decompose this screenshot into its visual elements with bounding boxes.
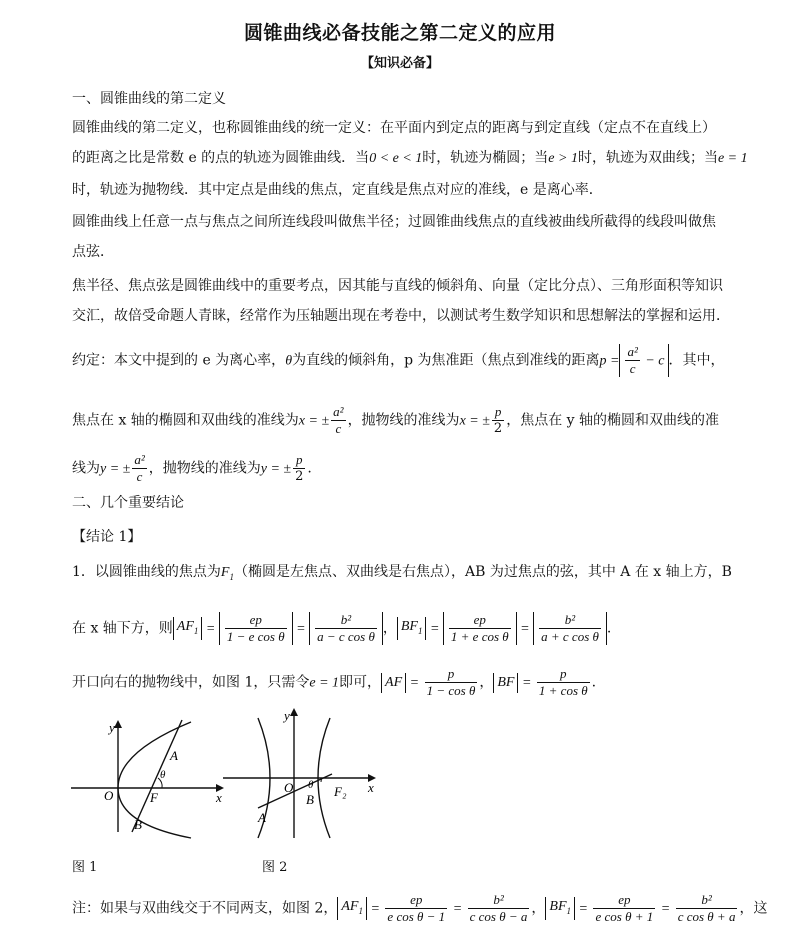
y-axis-arrow bbox=[114, 720, 122, 728]
figure-1-parabola bbox=[66, 712, 236, 840]
math-abs: BF bbox=[493, 673, 518, 693]
text-span: ，抛物线的准线为 bbox=[347, 412, 460, 429]
text-span: 时，轨迹为椭圆；当 bbox=[422, 150, 549, 166]
figure-1-caption: 图 1 bbox=[72, 860, 98, 875]
text-span: 约定：本文中提到的 e 为离心率， bbox=[72, 352, 286, 369]
text-span: ，抛物线的准线为 bbox=[148, 460, 261, 477]
math-formula: y = ± bbox=[260, 461, 292, 477]
text-span: 焦点在 x 轴的椭圆和双曲线的准线为 bbox=[72, 412, 299, 429]
math-abs: $BF_1$ bbox=[545, 897, 575, 921]
text-span: 在 x 轴下方，则 bbox=[72, 620, 173, 637]
p1-line3: 时，轨迹为抛物线．其中定点是曲线的焦点，定直线是焦点对应的准线，e 是离心率． bbox=[72, 182, 603, 198]
text-span: 1．以圆锥曲线的焦点为 bbox=[72, 564, 221, 580]
label-x: x bbox=[368, 780, 374, 795]
label-a: A bbox=[258, 810, 266, 825]
math-span: 0 < e < 1 bbox=[369, 151, 423, 166]
math-formula: x = ± bbox=[459, 413, 490, 429]
p2-line2: 点弦． bbox=[72, 244, 114, 260]
note-line: 注：如果与双曲线交于不同两支，如图 2， $AF_1$ = $\frac{ep}{\text{e cos θ − 1}}$ = $\frac{\text{b²}}{\text{c cos θ − a}}$ ， $BF_1$ = $\frac{ep}{\text{e cos θ + 1}}$ = $\frac{\text{b²}}{\text{c cos θ + a}}$ ，这 bbox=[72, 892, 768, 924]
math-abs: $AF_1$ bbox=[337, 897, 367, 921]
math-fraction: $\frac{p}{2}$ bbox=[295, 452, 304, 484]
math-abs: $\frac{ep}{\text{1 − e cos θ}}$ bbox=[219, 612, 293, 645]
conclusion-label: 【结论 1】 bbox=[72, 529, 142, 545]
p2-line1: 圆锥曲线上任意一点与焦点之间所连线段叫做焦半径；过圆锥曲线焦点的直线被曲线所截得的线段叫做焦 bbox=[72, 214, 716, 230]
math-span: e > 1 bbox=[548, 151, 578, 166]
math-span: e = 1 bbox=[717, 151, 748, 166]
text-span: （椭圆是左焦点、双曲线是右焦点），AB 为过焦点的弦，其中 A 在 x 轴上方，B bbox=[233, 564, 732, 580]
focal-chord bbox=[132, 720, 182, 832]
label-origin: O bbox=[284, 780, 294, 795]
c1-line bbox=[72, 562, 732, 587]
page-title: 圆锥曲线必备技能之第二定义的应用 bbox=[243, 22, 556, 44]
p4-line bbox=[72, 344, 725, 377]
math-fraction: $\frac{ep}{\text{e cos θ − 1}}$ bbox=[387, 892, 446, 924]
math-abs: $\frac{ep}{\text{1 + e cos θ}}$ bbox=[443, 612, 517, 645]
math-fraction: $\frac{\text{a²}}{c}$ bbox=[333, 404, 344, 436]
math-abs: AF bbox=[381, 673, 406, 693]
math-fraction: $\frac{ep}{\text{e cos θ + 1}}$ bbox=[595, 892, 654, 924]
figure-2-caption: 图 2 bbox=[262, 860, 288, 875]
text-span: ，焦点在 y 轴的椭圆和双曲线的准 bbox=[506, 412, 720, 429]
p3-line2: 交汇，故倍受命题人青睐，经常作为压轴题出现在考卷中，以测试考生数学知识和思想解法的掌握和运用． bbox=[72, 308, 730, 324]
math-formula: y = ± bbox=[100, 461, 131, 477]
text-span: 的距离之比是常数 e 的点的轨迹为圆锥曲线．当 bbox=[72, 150, 370, 166]
figure-2-hyperbola bbox=[218, 700, 388, 840]
p5-line bbox=[72, 404, 719, 437]
math-formula: $F_1$ bbox=[220, 565, 234, 582]
label-f: F bbox=[150, 790, 158, 805]
math-fraction: $\frac{p}{\text{1 + cos θ}}$ bbox=[538, 666, 588, 698]
page-subtitle: 【知识必备】 bbox=[360, 56, 439, 71]
label-theta: θ bbox=[308, 779, 314, 791]
math-abs: $\frac{\text{a²}}{c}$ − c bbox=[619, 344, 668, 377]
theta-symbol: θ bbox=[285, 353, 293, 369]
p1-line1: 圆锥曲线的第二定义，也称圆锥曲线的统一定义：在平面内到定点的距离与到定直线（定点不在直线上） bbox=[72, 120, 716, 136]
math-abs: $\frac{\text{b²}}{\text{a + c cos θ}}$ bbox=[533, 612, 607, 645]
text-span: ．其中， bbox=[668, 352, 725, 369]
label-a: A bbox=[170, 748, 178, 763]
label-b: B bbox=[306, 792, 314, 807]
math-fraction: $\frac{\text{b²}}{\text{c cos θ + a}}$ bbox=[677, 892, 736, 924]
math-span: e = 1 bbox=[309, 675, 340, 691]
label-y: y bbox=[284, 708, 290, 723]
math-abs: $\frac{\text{b²}}{\text{a − c cos θ}}$ bbox=[309, 612, 383, 645]
math-fraction: $\frac{p}{\text{1 − cos θ}}$ bbox=[426, 666, 476, 698]
text-span: 注：如果与双曲线交于不同两支，如图 2， bbox=[72, 900, 338, 917]
y-axis-arrow bbox=[290, 708, 298, 716]
math-formula: p = bbox=[599, 353, 620, 369]
c3-line: 开口向右的抛物线中，如图 1，只需令e = 1即可， AF = $\frac{p}{\text{1 − cos θ}}$ ， BF = $\frac{p}{\text{1 + cos θ}}$ . bbox=[72, 666, 597, 698]
p6-line: 线为y = ± $\frac{\text{a²}}{c}$ ，抛物线的准线为y = ± $\frac{p}{2}$ . bbox=[72, 452, 312, 484]
label-y: y bbox=[109, 720, 115, 735]
text-span: ，这 bbox=[739, 900, 768, 917]
math-formula: x = ± bbox=[298, 413, 330, 429]
math-abs: $BF_1$ bbox=[397, 617, 427, 641]
label-origin: O bbox=[104, 788, 114, 803]
math-fraction: $\frac{p}{2}$ bbox=[493, 404, 503, 436]
section2-heading: 二、几个重要结论 bbox=[72, 495, 184, 511]
label-x: x bbox=[216, 790, 222, 805]
math-fraction: $\frac{\text{a²}}{c}$ bbox=[627, 344, 638, 376]
text-span: 为直线的倾斜角，p 为焦准距（焦点到准线的距离 bbox=[292, 352, 600, 369]
label-b: B bbox=[134, 817, 142, 832]
c2-line: 在 x 轴下方，则 $AF_1$ = $\frac{ep}{\text{1 − e cos θ}}$ = $\frac{\text{b²}}{\text{a − c cos θ}}$ ， $BF_1$ = $\frac{ep}{\text{1 + e cos θ}}$ = $\frac{\text{b²}}{\text{a + c cos θ}}$ . bbox=[72, 612, 612, 644]
label-theta: θ bbox=[160, 769, 166, 781]
math-abs: $AF_1$ bbox=[173, 617, 203, 641]
text-span: 时，轨迹为双曲线；当 bbox=[577, 150, 718, 166]
math-fraction: $\frac{\text{b²}}{\text{c cos θ − a}}$ bbox=[469, 892, 528, 924]
text-span: 线为 bbox=[72, 460, 100, 477]
text-span: 开口向右的抛物线中，如图 1，只需令 bbox=[72, 674, 310, 691]
math-fraction: $\frac{\text{a²}}{c}$ bbox=[134, 452, 145, 484]
p1-line2 bbox=[72, 148, 748, 169]
p3-line1: 焦半径、焦点弦是圆锥曲线中的重要考点，因其能与直线的倾斜角、向量（定比分点）、三角形面积等知识 bbox=[72, 278, 723, 294]
label-f2: F₂ bbox=[334, 784, 347, 799]
text-span: 即可， bbox=[339, 674, 382, 691]
section1-heading: 一、圆锥曲线的第二定义 bbox=[72, 91, 226, 107]
